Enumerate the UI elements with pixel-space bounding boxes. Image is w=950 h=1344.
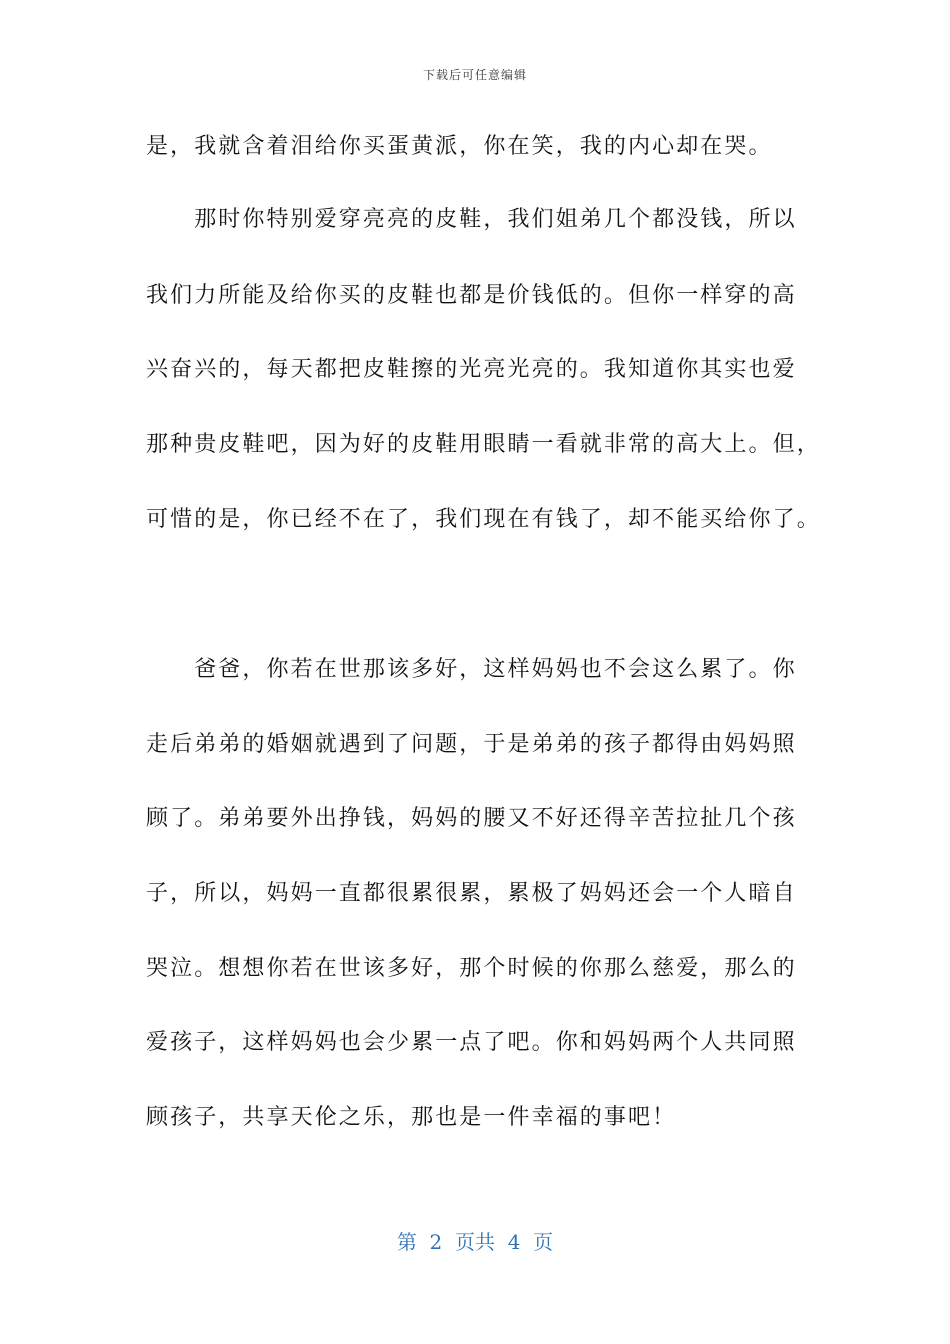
body-line: 爸爸，你若在世那该多好，这样妈妈也不会这么累了。你 bbox=[146, 657, 797, 682]
body-line: 可惜的是，你已经不在了，我们现在有钱了，却不能买给你了。 bbox=[146, 507, 821, 532]
body-line: 顾了。弟弟要外出挣钱，妈妈的腰又不好还得辛苦拉扯几个孩 bbox=[146, 806, 797, 831]
body-line: 我们力所能及给你买的皮鞋也都是价钱低的。但你一样穿的高 bbox=[146, 283, 797, 308]
body-line: 爱孩子，这样妈妈也会少累一点了吧。你和妈妈两个人共同照 bbox=[146, 1030, 797, 1055]
page-number-footer: 第 2 页共 4 页 bbox=[396, 1230, 554, 1254]
body-line: 顾孩子，共享天伦之乐，那也是一件幸福的事吧！ bbox=[146, 1105, 677, 1130]
body-line: 子，所以，妈妈一直都很累很累，累极了妈妈还会一个人暗自 bbox=[146, 881, 797, 906]
body-line: 是，我就含着泪给你买蛋黄派，你在笑，我的内心却在哭。 bbox=[146, 134, 773, 159]
page-header: 下载后可任意编辑 bbox=[422, 68, 527, 82]
body-line: 那时你特别爱穿亮亮的皮鞋，我们姐弟几个都没钱，所以 bbox=[146, 207, 797, 232]
body-line: 哭泣。想想你若在世该多好，那个时候的你那么慈爱，那么的 bbox=[146, 956, 797, 981]
body-line: 走后弟弟的婚姻就遇到了问题，于是弟弟的孩子都得由妈妈照 bbox=[146, 732, 797, 757]
body-line: 兴奋兴的，每天都把皮鞋擦的光亮光亮的。我知道你其实也爱 bbox=[146, 357, 797, 382]
body-line: 那种贵皮鞋吧，因为好的皮鞋用眼睛一看就非常的高大上。但， bbox=[146, 432, 821, 457]
